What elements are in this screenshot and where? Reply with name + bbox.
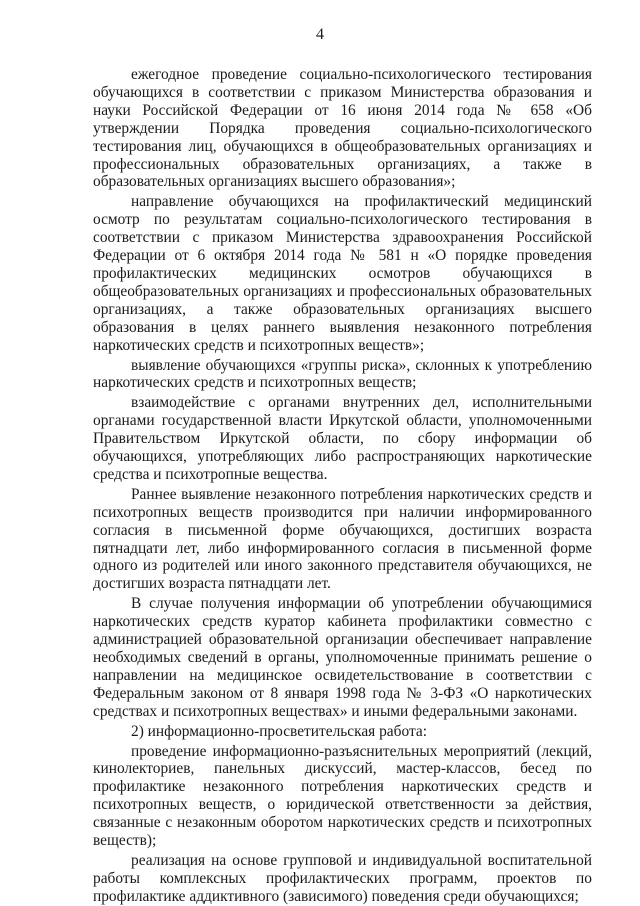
paragraph-risk-group: выявление обучающихся «группы риска», склонных к употреблению наркотических средств и психотропных веществ; bbox=[93, 356, 592, 392]
paragraph-information-case: В случае получения информации об употреблении обучающимися наркотических средств куратор кабинета профилактики совместно с администрацией образовательной организации обеспечивает направление необходимых сведений в органы, уполномоченные принимать решение о направлении на медицинское освидетельствование в соответствии с Федеральным законом от 8 января 1998 года № 3-ФЗ «О наркотических средствах и психотропных веществах» и иными федеральными законами. bbox=[93, 595, 592, 720]
page-number: 4 bbox=[316, 26, 324, 43]
paragraph-medical-exam: направление обучающихся на профилактический медицинский осмотр по результатам социально-психологического тестирования в соответствии с приказом Министерства здравоохранения Российской Федерации от 6 октября 2014 года № 581 н «О порядке проведения профилактических медицинских осмотров обучающихся в общеобразовательных организациях и профессиональных образовательных организациях, а также образовательных организациях высшего образования в целях раннего выявления незаконного потребления наркотических средств и психотропных веществ»; bbox=[93, 193, 592, 354]
document-body bbox=[93, 66, 592, 906]
paragraph-cooperation: взаимодействие с органами внутренних дел, исполнительными органами государственной власти Иркутской области, уполномоченными Правительством Иркутской области, по сбору информации об обучающихся, употребляющих либо распространяющих наркотические средства и психотропные вещества. bbox=[93, 394, 592, 483]
paragraph-programs: реализация на основе групповой и индивидуальной воспитательной работы комплексных профилактических программ, проектов по профилактике аддиктивного (зависимого) поведения среди обучающихся; bbox=[93, 851, 592, 905]
paragraph-events: проведение информационно-разъяснительных мероприятий (лекций, кинолекториев, панельных дискуссий, мастер-классов, бесед по профилактике незаконного потребления наркотических средств и психотропных веществ, о юридической ответственности за действия, связанные с незаконным оборотом наркотических средств и психотропных веществ); bbox=[93, 742, 592, 850]
paragraph-section-2-heading: 2) информационно-просветительская работа: bbox=[131, 722, 427, 740]
paragraph-early-detection: Раннее выявление незаконного потребления наркотических средств и психотропных веществ производится при наличии информированного согласия в письменной форме обучающихся, достигших возраста пятнадцати лет, либо информированного согласия в письменной форме одного из родителей или иного законного представителя обучающихся, не достигших возраста пятнадцати лет. bbox=[93, 485, 592, 593]
paragraph-testing: ежегодное проведение социально-психологического тестирования обучающихся в соответствии с приказом Министерства образования и науки Российской Федерации от 16 июня 2014 года № 658 «Об утверждении Порядка проведения социально-психологического тестирования лиц, обучающихся в общеобразовательных организациях и профессиональных образовательных организациях, а также в образовательных организациях высшего образования»; bbox=[93, 66, 592, 191]
